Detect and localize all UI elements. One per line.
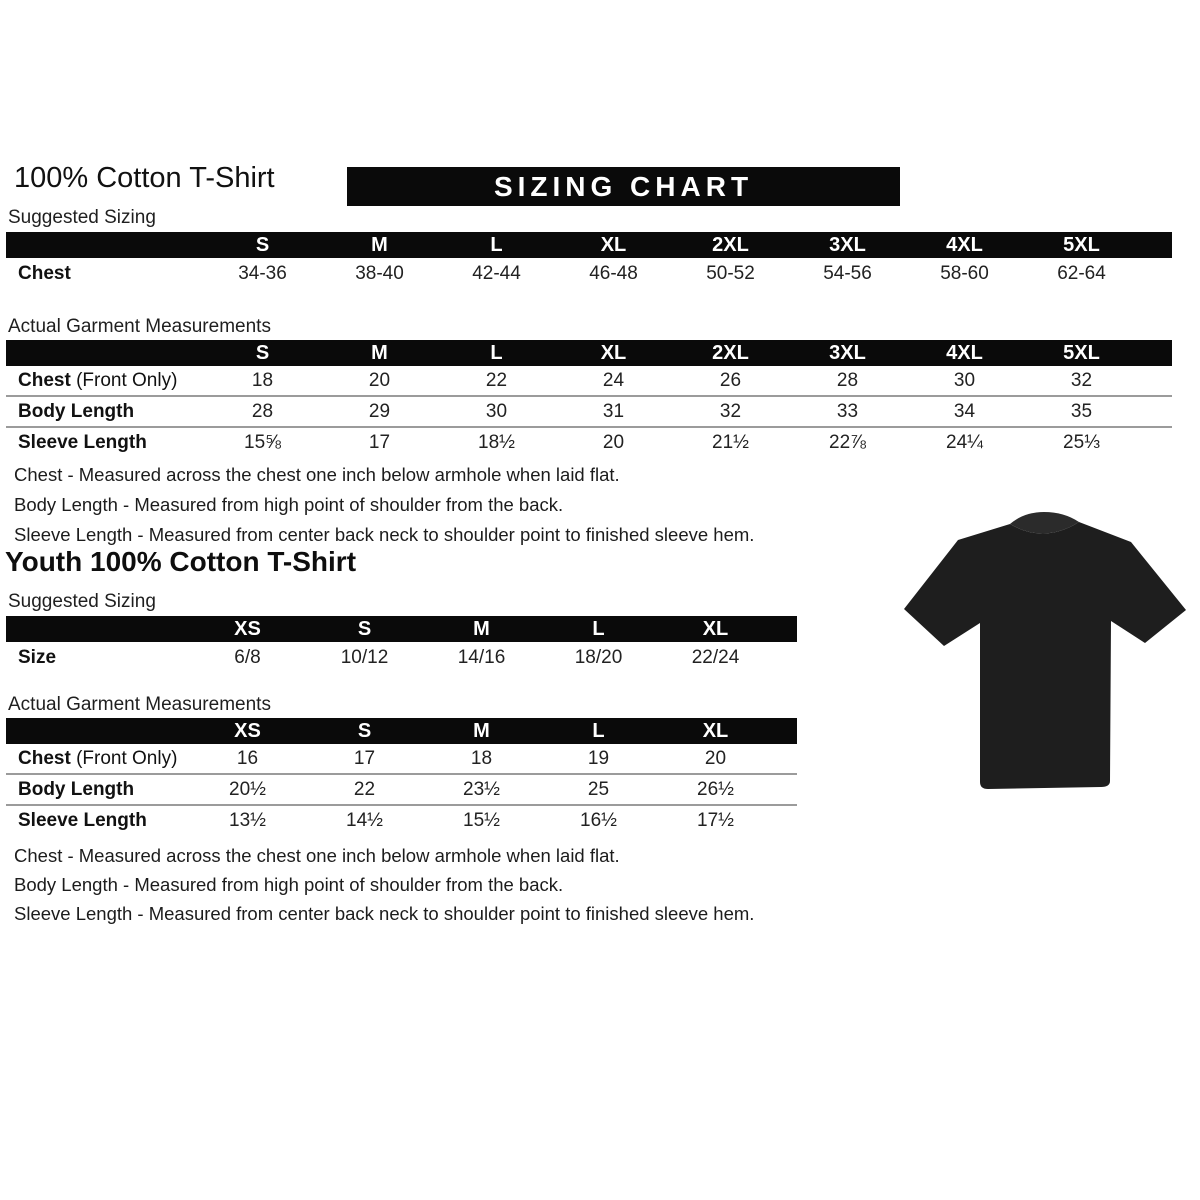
value-cell: 38-40 <box>355 262 404 284</box>
value-cell: 17 <box>368 431 391 453</box>
adult-actual-measurements-label: Actual Garment Measurements <box>8 316 271 337</box>
size-header-cell: 2XL <box>712 341 749 364</box>
adult-measurement-notes <box>14 460 754 550</box>
value-cell: 25 <box>587 778 610 800</box>
table-row-chest <box>6 258 1172 289</box>
value-cell: 22 <box>485 369 508 391</box>
youth-section-title: Youth 100% Cotton T-Shirt <box>5 546 357 577</box>
header-filler-cell <box>774 718 797 744</box>
note-line: Sleeve Length - Measured from center back neck to shoulder point to finished sleeve hem. <box>14 524 755 545</box>
value-cell: 6/8 <box>234 646 261 668</box>
value-cell: 22/24 <box>691 646 740 668</box>
youth-measurement-notes <box>14 841 754 928</box>
value-cell: 13½ <box>229 809 266 831</box>
value-cell: 28 <box>836 369 859 391</box>
value-cell: 18½ <box>478 431 515 453</box>
value-cell: 34 <box>953 400 976 422</box>
filler-cell <box>1140 397 1172 426</box>
value-cell: 20 <box>602 431 625 453</box>
size-header-cell: M <box>473 617 490 640</box>
size-header-cell: S <box>255 341 270 364</box>
row-label-suffix: (Front Only) <box>70 369 178 391</box>
value-cell: 17½ <box>697 809 734 831</box>
youth-suggested-sizing-label: Suggested Sizing <box>8 591 156 612</box>
value-cell: 24¼ <box>946 431 983 453</box>
filler-cell <box>774 806 797 835</box>
size-header-cell: XL <box>600 233 627 256</box>
value-cell: 62-64 <box>1057 262 1106 284</box>
value-cell: 18 <box>251 369 274 391</box>
value-cell: 25⅓ <box>1063 431 1100 453</box>
note-line: Chest - Measured across the chest one inch below armhole when laid flat. <box>14 845 620 866</box>
value-cell: 35 <box>1070 400 1093 422</box>
filler-cell <box>774 775 797 804</box>
size-header-cell: 4XL <box>946 233 983 256</box>
value-cell: 15⅝ <box>244 431 281 453</box>
value-cell: 30 <box>953 369 976 391</box>
value-cell: 26 <box>719 369 742 391</box>
value-cell: 34-36 <box>238 262 287 284</box>
header-filler-cell <box>1140 340 1172 366</box>
size-header-cell: XS <box>234 617 261 640</box>
sizing-chart-banner-label: SIZING CHART <box>493 170 754 202</box>
value-cell: 31 <box>602 400 625 422</box>
size-header-cell: L <box>490 341 503 364</box>
value-cell: 17 <box>353 747 376 769</box>
size-header-cell: 5XL <box>1063 341 1100 364</box>
value-cell: 46-48 <box>589 262 638 284</box>
value-cell: 23½ <box>463 778 500 800</box>
value-cell: 50-52 <box>706 262 755 284</box>
value-cell: 58-60 <box>940 262 989 284</box>
size-header-cell: L <box>592 617 605 640</box>
youth-actual-measurements-table <box>6 718 797 835</box>
value-cell: 15½ <box>463 809 500 831</box>
row-label: Chest (Front Only) <box>18 747 178 769</box>
row-label: Body Length <box>18 778 135 800</box>
note-line: Chest - Measured across the chest one inch below armhole when laid flat. <box>14 464 620 485</box>
size-header-cell: M <box>371 233 388 256</box>
header-spacer-cell <box>6 616 189 642</box>
table-row-sleeve-length <box>6 426 1172 457</box>
note-line: Sleeve Length - Measured from center back neck to shoulder point to finished sleeve hem. <box>14 903 755 924</box>
value-cell: 19 <box>587 747 610 769</box>
value-cell: 20 <box>704 747 727 769</box>
size-header-cell: XL <box>702 719 729 742</box>
note-line: Body Length - Measured from high point of shoulder from the back. <box>14 494 564 515</box>
table-row-chest <box>6 366 1172 395</box>
value-cell: 18 <box>470 747 493 769</box>
size-header-cell: XS <box>234 719 261 742</box>
value-cell: 18/20 <box>574 646 623 668</box>
value-cell: 32 <box>1070 369 1093 391</box>
youth-suggested-sizing-table <box>6 616 797 673</box>
header-filler-cell <box>1140 232 1172 258</box>
value-cell: 16 <box>236 747 259 769</box>
adult-suggested-sizing-label: Suggested Sizing <box>8 207 156 228</box>
size-header-cell: XL <box>600 341 627 364</box>
header-spacer-cell <box>6 340 204 366</box>
row-label: Chest (Front Only) <box>18 369 178 391</box>
value-cell: 22⅞ <box>829 431 866 453</box>
black-tshirt-photo <box>898 488 1192 806</box>
size-header-cell: S <box>357 617 372 640</box>
filler-cell <box>774 642 797 673</box>
row-label: Chest <box>18 262 71 284</box>
size-header-cell: XL <box>702 617 729 640</box>
value-cell: 20½ <box>229 778 266 800</box>
value-cell: 14/16 <box>457 646 506 668</box>
size-header-cell: S <box>255 233 270 256</box>
size-header-cell: 3XL <box>829 341 866 364</box>
row-label: Sleeve Length <box>18 431 147 453</box>
value-cell: 30 <box>485 400 508 422</box>
filler-cell <box>1140 366 1172 395</box>
sizing-chart-banner <box>347 167 900 206</box>
value-cell: 24 <box>602 369 625 391</box>
filler-cell <box>1140 428 1172 457</box>
adult-actual-measurements-table <box>6 340 1172 457</box>
value-cell: 14½ <box>346 809 383 831</box>
size-header-cell: M <box>371 341 388 364</box>
value-cell: 10/12 <box>340 646 389 668</box>
table-row-chest <box>6 744 797 773</box>
size-header-cell: L <box>490 233 503 256</box>
value-cell: 20 <box>368 369 391 391</box>
size-header-cell: S <box>357 719 372 742</box>
filler-cell <box>774 744 797 773</box>
value-cell: 26½ <box>697 778 734 800</box>
value-cell: 33 <box>836 400 859 422</box>
table-row-body-length <box>6 395 1172 426</box>
adult-section-title: 100% Cotton T-Shirt <box>14 162 275 194</box>
value-cell: 29 <box>368 400 391 422</box>
size-header-cell: 2XL <box>712 233 749 256</box>
header-spacer-cell <box>6 232 204 258</box>
row-label: Size <box>18 646 57 668</box>
size-header-cell: 3XL <box>829 233 866 256</box>
table-header-row <box>6 718 797 744</box>
header-filler-cell <box>774 616 797 642</box>
size-header-cell: 5XL <box>1063 233 1100 256</box>
table-header-row <box>6 340 1172 366</box>
value-cell: 54-56 <box>823 262 872 284</box>
table-header-row <box>6 232 1172 258</box>
value-cell: 42-44 <box>472 262 521 284</box>
size-header-cell: M <box>473 719 490 742</box>
table-row-size <box>6 642 797 673</box>
table-header-row <box>6 616 797 642</box>
row-label-suffix: (Front Only) <box>70 747 178 769</box>
adult-suggested-sizing-table <box>6 232 1172 289</box>
value-cell: 21½ <box>712 431 749 453</box>
value-cell: 28 <box>251 400 274 422</box>
size-header-cell: 4XL <box>946 341 983 364</box>
tshirt-silhouette-icon <box>898 488 1192 806</box>
row-label: Body Length <box>18 400 135 422</box>
note-line: Body Length - Measured from high point of shoulder from the back. <box>14 874 564 895</box>
filler-cell <box>1140 258 1172 289</box>
row-label: Sleeve Length <box>18 809 147 831</box>
header-spacer-cell <box>6 718 189 744</box>
value-cell: 32 <box>719 400 742 422</box>
table-row-sleeve-length <box>6 804 797 835</box>
size-header-cell: L <box>592 719 605 742</box>
youth-actual-measurements-label: Actual Garment Measurements <box>8 694 271 715</box>
value-cell: 16½ <box>580 809 617 831</box>
value-cell: 22 <box>353 778 376 800</box>
table-row-body-length <box>6 773 797 804</box>
